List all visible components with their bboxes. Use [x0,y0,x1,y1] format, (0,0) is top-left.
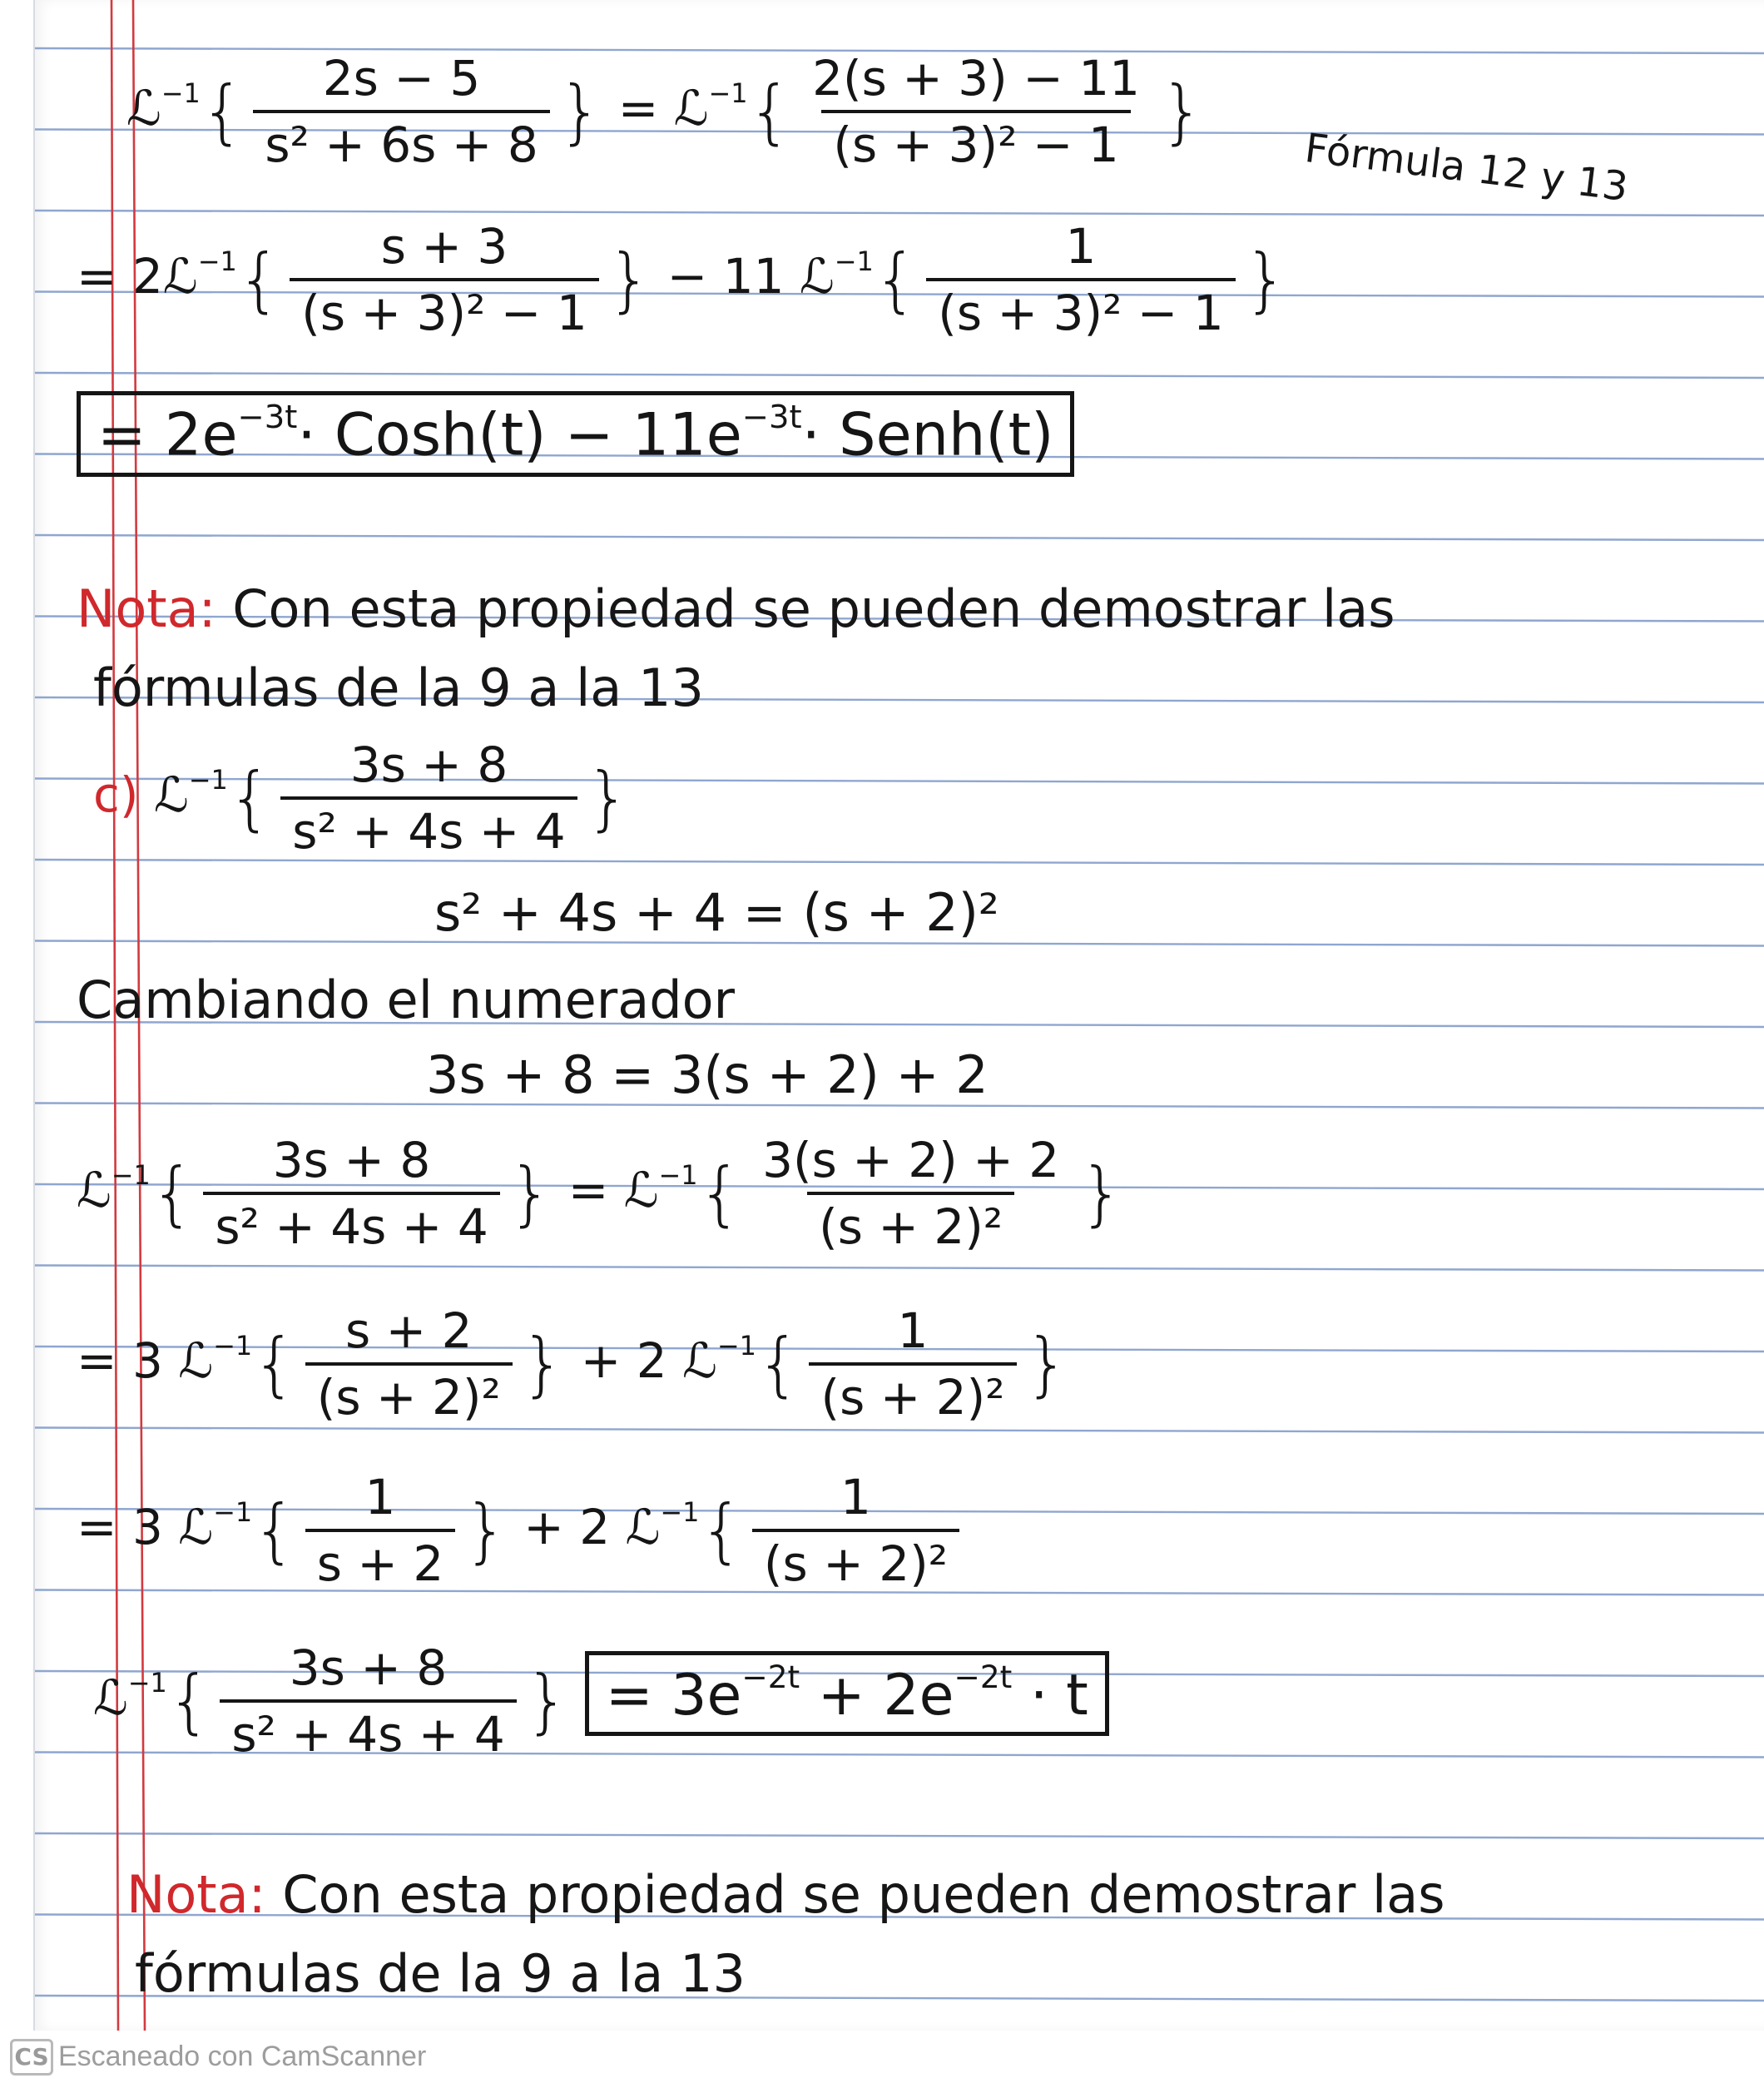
fraction [800,50,1152,173]
result-term: · t [1012,1663,1088,1729]
fraction [752,1469,959,1592]
inverse-exponent: −1 [197,245,237,277]
result-term: · Senh(t) [801,400,1054,469]
result-term: + 2e [800,1663,954,1729]
result-term: = 3e [605,1663,742,1729]
equation-line-c7 [77,1469,968,1592]
scanner-footer [0,2031,1764,2083]
close-brace: } [463,1490,508,1571]
close-brace: } [1079,1153,1124,1234]
result-box [585,1651,1109,1736]
open-brace: { [747,71,793,152]
fraction [751,1132,1071,1255]
coefficient-laplace: − 11 ℒ [666,248,835,305]
fraction [253,50,549,173]
open-brace: { [166,1660,212,1742]
numerator: 1 [840,1469,871,1525]
numerator-rewrite: 3s + 8 = 3(s + 2) + 2 [426,1044,989,1105]
open-brace: { [873,239,919,320]
numerator: s + 3 [380,218,508,275]
close-brace: } [1024,1323,1070,1405]
open-brace: { [150,1153,196,1234]
inverse-exponent: −1 [127,1667,167,1699]
note-label: Nota: [126,1864,266,1925]
coefficient-laplace: = 3 ℒ [77,1332,214,1390]
numerator: 1 [1065,218,1097,275]
note-1-line-1 [77,578,1395,639]
fraction [220,1639,516,1763]
open-brace: { [227,757,273,839]
coefficient-laplace: + 2 ℒ [580,1332,717,1390]
fraction [305,1302,513,1426]
scanner-watermark-text: Escaneado con CamScanner [58,2041,427,2072]
result-term: = 2e [97,400,238,469]
coefficient-laplace: = 3 ℒ [77,1499,214,1556]
open-brace: { [756,1323,801,1405]
close-brace: } [585,757,631,839]
notebook-page [33,0,1764,2031]
laplace-symbol: ℒ [77,1162,111,1219]
equals-sign: = [567,1162,609,1219]
denominator: (s + 3)² − 1 [821,110,1130,173]
ruled-line [35,1833,1764,1838]
inverse-exponent: −1 [213,1330,253,1361]
coefficient-laplace: + 2 ℒ [523,1499,661,1556]
fraction [809,1302,1016,1426]
fraction [926,218,1235,341]
numerator: s + 2 [344,1302,473,1359]
denominator: s² + 6s + 8 [253,110,549,173]
note-text: Con esta propiedad se pueden demostrar las [265,1864,1445,1925]
note-2-line-1 [126,1864,1445,1925]
coefficient-laplace: = 2ℒ [77,248,198,305]
open-brace: { [699,1490,744,1571]
result-box [77,391,1074,477]
ruled-line [35,1428,1764,1433]
step-label-numerator: Cambiando el numerador [77,970,736,1030]
inverse-exponent: −1 [658,1159,698,1191]
laplace-symbol: ℒ [153,766,189,824]
equation-line-c8 [93,1639,1109,1763]
inverse-exponent: −1 [161,77,201,109]
problem-c-statement [93,736,630,860]
close-brace: } [520,1323,566,1405]
close-brace: } [1243,239,1289,320]
boxed-result-1 [77,391,1074,477]
denominator-factoring: s² + 4s + 4 = (s + 2)² [434,882,999,943]
close-brace: } [508,1153,553,1234]
inverse-exponent: −1 [111,1159,151,1191]
denominator: s + 2 [305,1529,456,1592]
laplace-symbol: ℒ [673,80,709,137]
close-brace: } [524,1660,570,1742]
denominator: s² + 4s + 4 [220,1699,516,1763]
ruled-line [35,535,1764,540]
inverse-exponent: −1 [708,77,748,109]
denominator: (s + 2)² [305,1362,513,1426]
note-2-line-2: fórmulas de la 9 a la 13 [135,1943,746,2004]
denominator: (s + 3)² − 1 [290,278,598,341]
equation-line-c6 [77,1302,1069,1426]
equation-line-2 [77,218,1288,341]
exponent: −3t [741,399,802,436]
denominator: (s + 2)² [752,1529,959,1592]
inverse-exponent: −1 [834,245,874,277]
numerator: 2(s + 3) − 11 [812,50,1141,107]
denominator: (s + 2)² [807,1192,1014,1255]
laplace-symbol: ℒ [93,1669,128,1727]
open-brace: { [252,1323,297,1405]
equation-line-1 [126,50,1205,173]
inverse-exponent: −1 [660,1496,700,1528]
denominator: (s + 2)² [809,1362,1016,1426]
fraction [305,1469,456,1592]
denominator: (s + 3)² − 1 [926,278,1235,341]
ruled-line [35,373,1764,378]
formula-reference-note: Fórmula 12 y 13 [1302,125,1631,211]
note-text: Con esta propiedad se pueden demostrar las [216,578,1395,639]
denominator: s² + 4s + 4 [280,796,577,860]
ruled-line [35,860,1764,865]
numerator: 3(s + 2) + 2 [762,1132,1060,1188]
open-brace: { [252,1490,297,1571]
denominator: s² + 4s + 4 [203,1192,499,1255]
camscanner-logo: CS [10,2039,53,2076]
problem-label: c) [93,766,139,824]
numerator: 3s + 8 [272,1132,431,1188]
exponent: −2t [741,1659,800,1696]
close-brace: } [557,71,603,152]
numerator: 1 [897,1302,929,1359]
open-brace: { [236,239,282,320]
equation-line-c5 [77,1132,1124,1255]
result-term: · Cosh(t) − 11e [297,400,742,469]
numerator: 2s − 5 [322,50,481,107]
fraction [203,1132,499,1255]
inverse-exponent: −1 [716,1330,756,1361]
note-1-line-2: fórmulas de la 9 a la 13 [93,657,704,718]
inverse-exponent: −1 [188,764,228,796]
exponent: −3t [237,399,298,436]
numerator: 3s + 8 [349,736,508,793]
open-brace: { [697,1153,743,1234]
ruled-line [35,211,1764,216]
laplace-symbol: ℒ [623,1162,659,1219]
equals-sign: = [617,80,659,137]
close-brace: } [1160,71,1205,152]
fraction [290,218,598,341]
fraction [280,736,577,860]
ruled-line [35,1266,1764,1271]
close-brace: } [607,239,652,320]
numerator: 3s + 8 [289,1639,448,1696]
laplace-symbol: ℒ [126,80,161,137]
note-label: Nota: [77,578,216,639]
open-brace: { [200,71,245,152]
exponent: −2t [954,1659,1013,1696]
numerator: 1 [364,1469,396,1525]
inverse-exponent: −1 [213,1496,253,1528]
